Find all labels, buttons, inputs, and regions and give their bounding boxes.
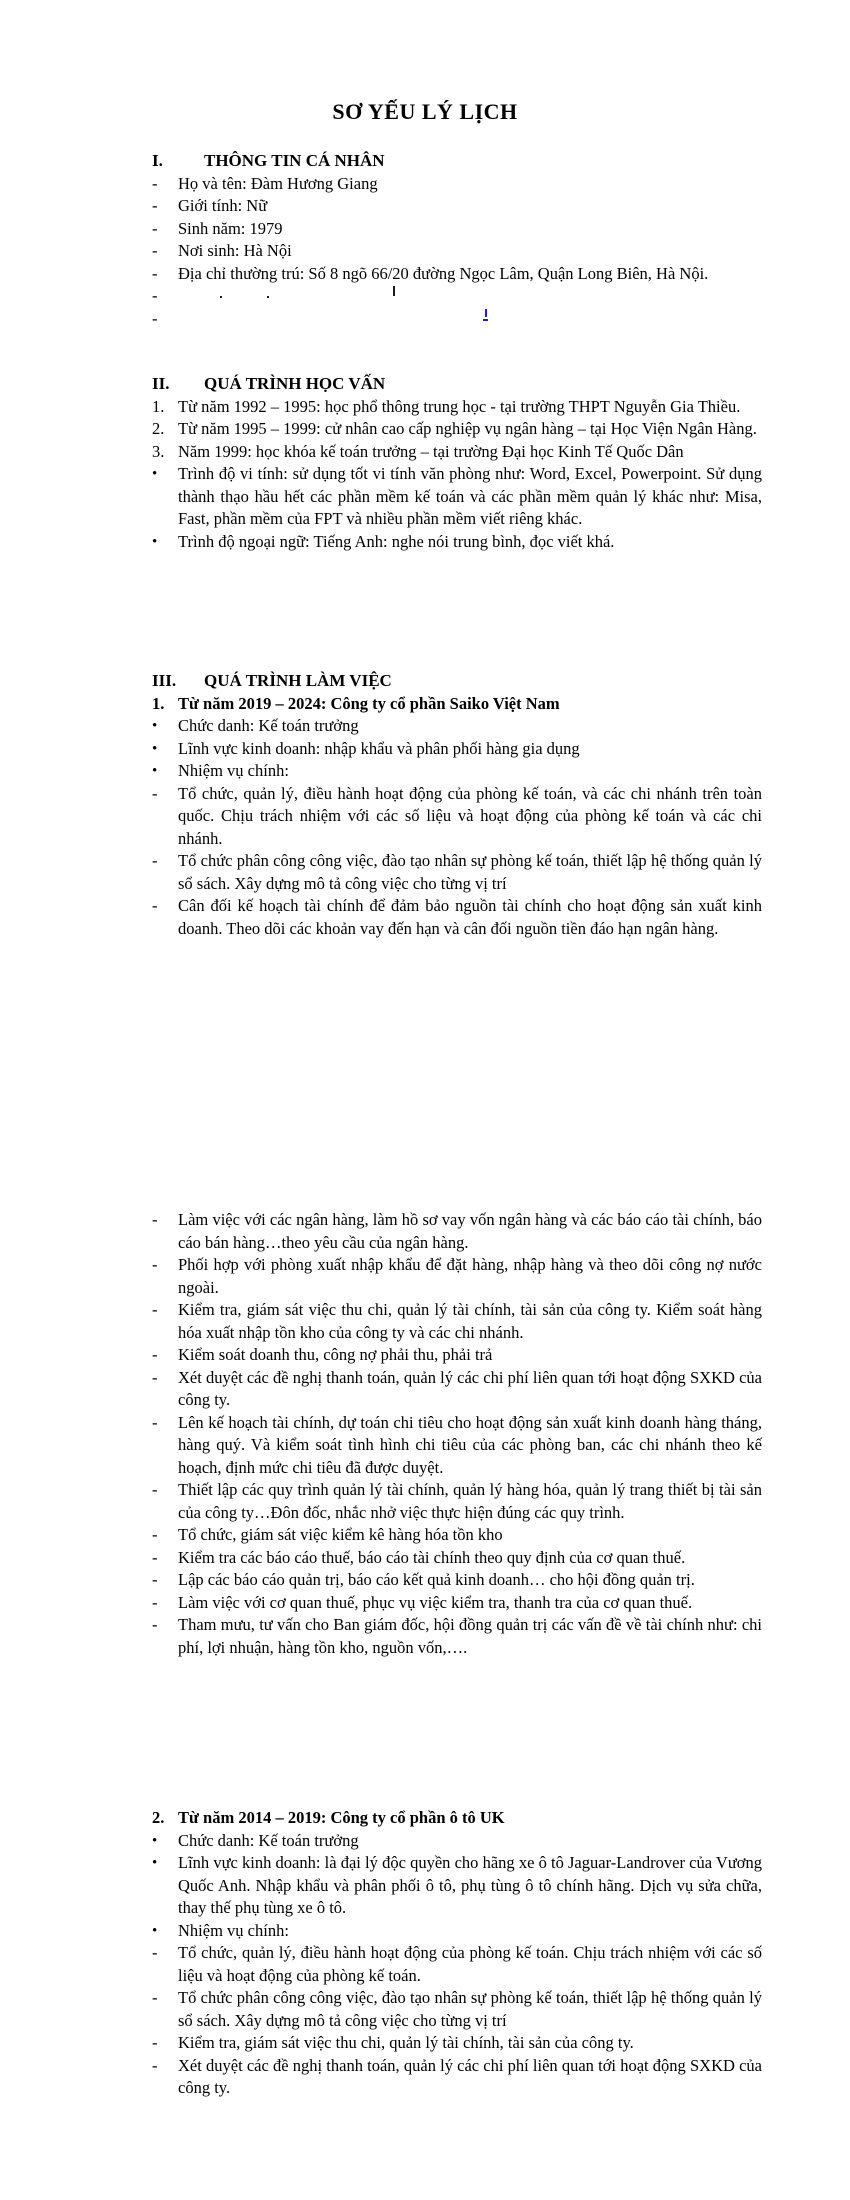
list-item-gender [152,195,762,218]
job2-business-item [152,1852,762,1920]
dash-marker: - [152,1615,158,1634]
duty-item [152,1614,762,1659]
bullet-marker: • [152,466,158,482]
duty-item [152,1209,762,1254]
dash-marker: - [152,1592,158,1612]
redaction-artifact-dot [220,296,222,298]
dash-marker: - [152,851,158,870]
dash-marker: - [152,783,158,803]
education-item-text: Từ năm 1992 – 1995: học phổ thông trung học - tại trường THPT Nguyễn Gia Thiều. [178,396,741,416]
duty-item-text: Xét duyệt các đề nghị thanh toán, quản lý các chi phí liên quan tới hoạt động SXKD của công ty. [178,1367,762,1409]
list-item-birth-year [152,218,762,241]
section-heading-text: THÔNG TIN CÁ NHÂN [204,151,385,170]
redacted-line-phone [152,285,762,308]
duty-item [152,1524,762,1547]
duty-item-text: Kiểm tra các báo cáo thuế, báo cáo tài chính theo quy định của cơ quan thuế. [178,1547,686,1567]
section-numeral: I. [152,151,163,170]
section-heading-personal [152,150,762,173]
duty-item-text: Tổ chức phân công công việc, đào tạo nhân sự phòng kế toán, thiết lập hệ thống quản lý sổ sách. Xây dựng mô tả công việc cho từng vị trí [178,851,762,893]
duty-item-text: Lập các báo cáo quản trị, báo cáo kết quả kinh doanh… cho hội đồng quản trị. [178,1570,695,1589]
dash-marker: - [152,1525,158,1544]
dash-marker: - [152,1210,158,1229]
education-item [152,418,762,441]
list-item-address [152,263,762,286]
section-heading-education [152,373,762,396]
duty-item [152,1344,762,1367]
duty-item-text: Thiết lập các quy trình quản lý tài chính, quản lý hàng hóa, quản lý trang thiết bị tài sản của công ty…Đôn đốc, nhắc nhở việc thực hiện đúng các quy trình. [178,1480,762,1522]
duty-item-text: Tổ chức phân công công việc, đào tạo nhân sự phòng kế toán, thiết lập hệ thống quản lý sổ sách. Xây dựng mô tả công việc cho từng vị trí [178,1988,762,2030]
duty-item-text: Lên kế hoạch tài chính, dự toán chi tiêu cho hoạt động sản xuất kinh doanh hàng tháng, hàng quý. Và kiểm soát tình hình chi tiêu của các phòng ban, các chi nhánh theo kế hoạch, định mức chi tiêu đã được duyệt. [178,1412,762,1477]
redacted-line-email [152,308,762,331]
list-item-text: Sinh năm: 1979 [178,218,283,238]
redacted-content [178,285,762,308]
bullet-marker: • [152,1832,158,1849]
list-item-birth-place [152,240,762,263]
job2-title-text: Chức danh: Kế toán trưởng [178,1830,359,1850]
dash-marker: - [152,1988,158,2007]
duty-item [152,895,762,940]
list-item-text: Họ và tên: Đàm Hương Giang [178,173,378,193]
dash-marker: - [152,1547,158,1567]
dash-marker: - [152,173,158,193]
job2-block [152,1807,762,2100]
duty-item [152,1942,762,1987]
section-heading-text: QUÁ TRÌNH HỌC VẤN [204,374,386,393]
bullet-marker: • [152,718,158,734]
job1-duties-label-text: Nhiệm vụ chính: [178,761,289,780]
duty-item [152,1479,762,1524]
skill-item-language [152,531,762,554]
redaction-artifact-bar [393,286,395,296]
bullet-marker: • [152,740,158,757]
dash-marker: - [152,263,158,283]
dash-marker: - [152,196,158,215]
duty-item [152,783,762,851]
job1-business-text: Lĩnh vực kinh doanh: nhập khẩu và phân phối hàng gia dụng [178,738,580,758]
section-work-history [152,670,762,940]
dash-marker: - [152,1570,158,1589]
job2-title-item [152,1830,762,1853]
duty-item-text: Xét duyệt các đề nghị thanh toán, quản lý các chi phí liên quan tới hoạt động SXKD của công ty. [178,2055,762,2097]
redaction-artifact-dot [267,296,269,298]
bullet-marker: • [152,1855,158,1871]
duty-item-text: Cân đối kế hoạch tài chính để đảm bảo nguồn tài chính cho hoạt động sản xuất kinh doanh. Theo dõi các khoản vay đến hạn và cân đối nguồn tiền đáo hạn ngân hàng. [178,896,762,938]
job1-duties-label [152,760,762,783]
duty-item [152,1547,762,1570]
dash-marker: - [152,2055,158,2075]
redacted-content [178,308,762,331]
dash-marker: - [152,1943,158,1962]
section-heading-text: QUÁ TRÌNH LÀM VIỆC [204,671,392,690]
section-numeral: II. [152,374,170,393]
title-block [0,99,850,126]
dash-marker: - [152,241,158,260]
job1-heading-text: Từ năm 2019 – 2024: Công ty cổ phần Saiko Việt Nam [178,693,560,713]
education-item-text: Năm 1999: học khóa kế toán trưởng – tại trường Đại học Kinh Tế Quốc Dân [178,441,684,461]
section-heading-work [152,670,762,693]
dash-marker: - [152,1480,158,1499]
duty-item-text: Kiểm tra, giám sát việc thu chi, quản lý tài chính, tài sản của công ty. Kiểm soát hàng hóa xuất nhập tồn kho của công ty và các chi nhánh. [178,1300,762,1342]
job1-business-item [152,738,762,761]
duty-item-text: Làm việc với cơ quan thuế, phục vụ việc kiểm tra, thanh tra của cơ quan thuế. [178,1592,693,1612]
section-education [152,373,762,553]
bullet-marker: • [152,1922,158,1939]
duty-item [152,850,762,895]
dash-marker: - [152,1255,158,1274]
dash-marker: - [152,896,158,915]
dash-marker: - [152,286,158,305]
duty-item [152,1569,762,1592]
duty-item [152,1987,762,2032]
skill-item-text: Trình độ ngoại ngữ: Tiếng Anh: nghe nói trung bình, đọc viết khá. [178,531,615,551]
number-marker: 2. [152,1808,165,1827]
dash-marker: - [152,1300,158,1319]
number-marker: 1. [152,396,165,416]
section-numeral: III. [152,671,177,690]
duty-item-text: Làm việc với các ngân hàng, làm hồ sơ vay vốn ngân hàng và các báo cáo tài chính, báo cáo bán hàng…theo yêu cầu của ngân hàng. [178,1210,762,1252]
duty-item [152,2055,762,2100]
duty-item [152,1412,762,1480]
number-marker: 1. [152,693,165,713]
dash-marker: - [152,1412,158,1432]
page-title: SƠ YẾU LÝ LỊCH [332,99,518,124]
number-marker: 3. [152,441,165,461]
duty-item [152,1592,762,1615]
education-item [152,396,762,419]
duty-item-text: Tổ chức, giám sát việc kiểm kê hàng hóa tồn kho [178,1525,503,1544]
list-item-text: Địa chỉ thường trú: Số 8 ngõ 66/20 đường Ngọc Lâm, Quận Long Biên, Hà Nội. [178,263,709,283]
dash-marker: - [152,2033,158,2052]
duty-item-text: Tham mưu, tư vấn cho Ban giám đốc, hội đồng quản trị các vấn đề về tài chính như: chi phí, lợi nhuận, hàng tồn kho, nguồn vốn,…. [178,1615,762,1657]
number-marker: 2. [152,419,165,438]
duty-item [152,1367,762,1412]
job1-title-text: Chức danh: Kế toán trưởng [178,716,359,735]
skill-item-text: Trình độ vi tính: sử dụng tốt vi tính văn phòng như: Word, Excel, Powerpoint. Sử dụng thành thạo hầu hết các phần mềm kế toán và các phần mềm quản lý khác như: Misa, Fast, phần mềm của FPT và nhiều phần mềm viết riêng khác. [178,464,762,528]
job2-duties-label-text: Nhiệm vụ chính: [178,1920,289,1940]
job1-heading [152,693,762,716]
education-item [152,441,762,464]
dash-marker: - [152,218,158,238]
job1-duties-continued [152,1209,762,1659]
bullet-marker: • [152,763,158,779]
duty-item [152,2032,762,2055]
dash-marker: - [152,308,158,328]
section-personal-info [152,150,762,330]
list-item-full-name [152,173,762,196]
bullet-marker: • [152,533,158,550]
job2-duties-label [152,1920,762,1943]
dash-marker: - [152,1367,158,1387]
education-item-text: Từ năm 1995 – 1999: cử nhân cao cấp nghiệp vụ ngân hàng – tại Học Viện Ngân Hàng. [178,419,757,438]
duty-item [152,1299,762,1344]
job2-heading-text: Từ năm 2014 – 2019: Công ty cổ phần ô tô UK [178,1808,505,1827]
skill-item-computer [152,463,762,531]
list-item-text: Nơi sinh: Hà Nội [178,241,292,260]
duty-item-text: Phối hợp với phòng xuất nhập khẩu để đặt hàng, nhập hàng và theo dõi công nợ nước ngoài. [178,1255,762,1297]
job2-business-text: Lĩnh vực kinh doanh: là đại lý độc quyền cho hãng xe ô tô Jaguar-Landrover của Vương Quốc Anh. Nhập khẩu và phân phối ô tô, phụ tùng ô tô chính hãng. Dịch vụ sửa chữa, thay thế phụ tùng xe ô tô. [178,1853,762,1917]
duty-item [152,1254,762,1299]
job1-title-item [152,715,762,738]
duty-item-text: Kiểm tra, giám sát việc thu chi, quản lý tài chính, tài sản của công ty. [178,2033,634,2052]
redaction-artifact-link-underline [483,319,488,321]
duty-item-text: Kiểm soát doanh thu, công nợ phải thu, phải trả [178,1345,493,1364]
job2-heading [152,1807,762,1830]
list-item-text: Giới tính: Nữ [178,196,268,215]
redaction-artifact-link [485,309,487,317]
duty-item-text: Tổ chức, quản lý, điều hành hoạt động của phòng kế toán. Chịu trách nhiệm với các số liệu và hoạt động của phòng kế toán. [178,1943,762,1985]
dash-marker: - [152,1345,158,1364]
duty-item-text: Tổ chức, quản lý, điều hành hoạt động của phòng kế toán, và các chi nhánh trên toàn quốc. Chịu trách nhiệm với các số liệu và hoạt động của phòng kế toán và các chi nhánh. [178,783,762,848]
